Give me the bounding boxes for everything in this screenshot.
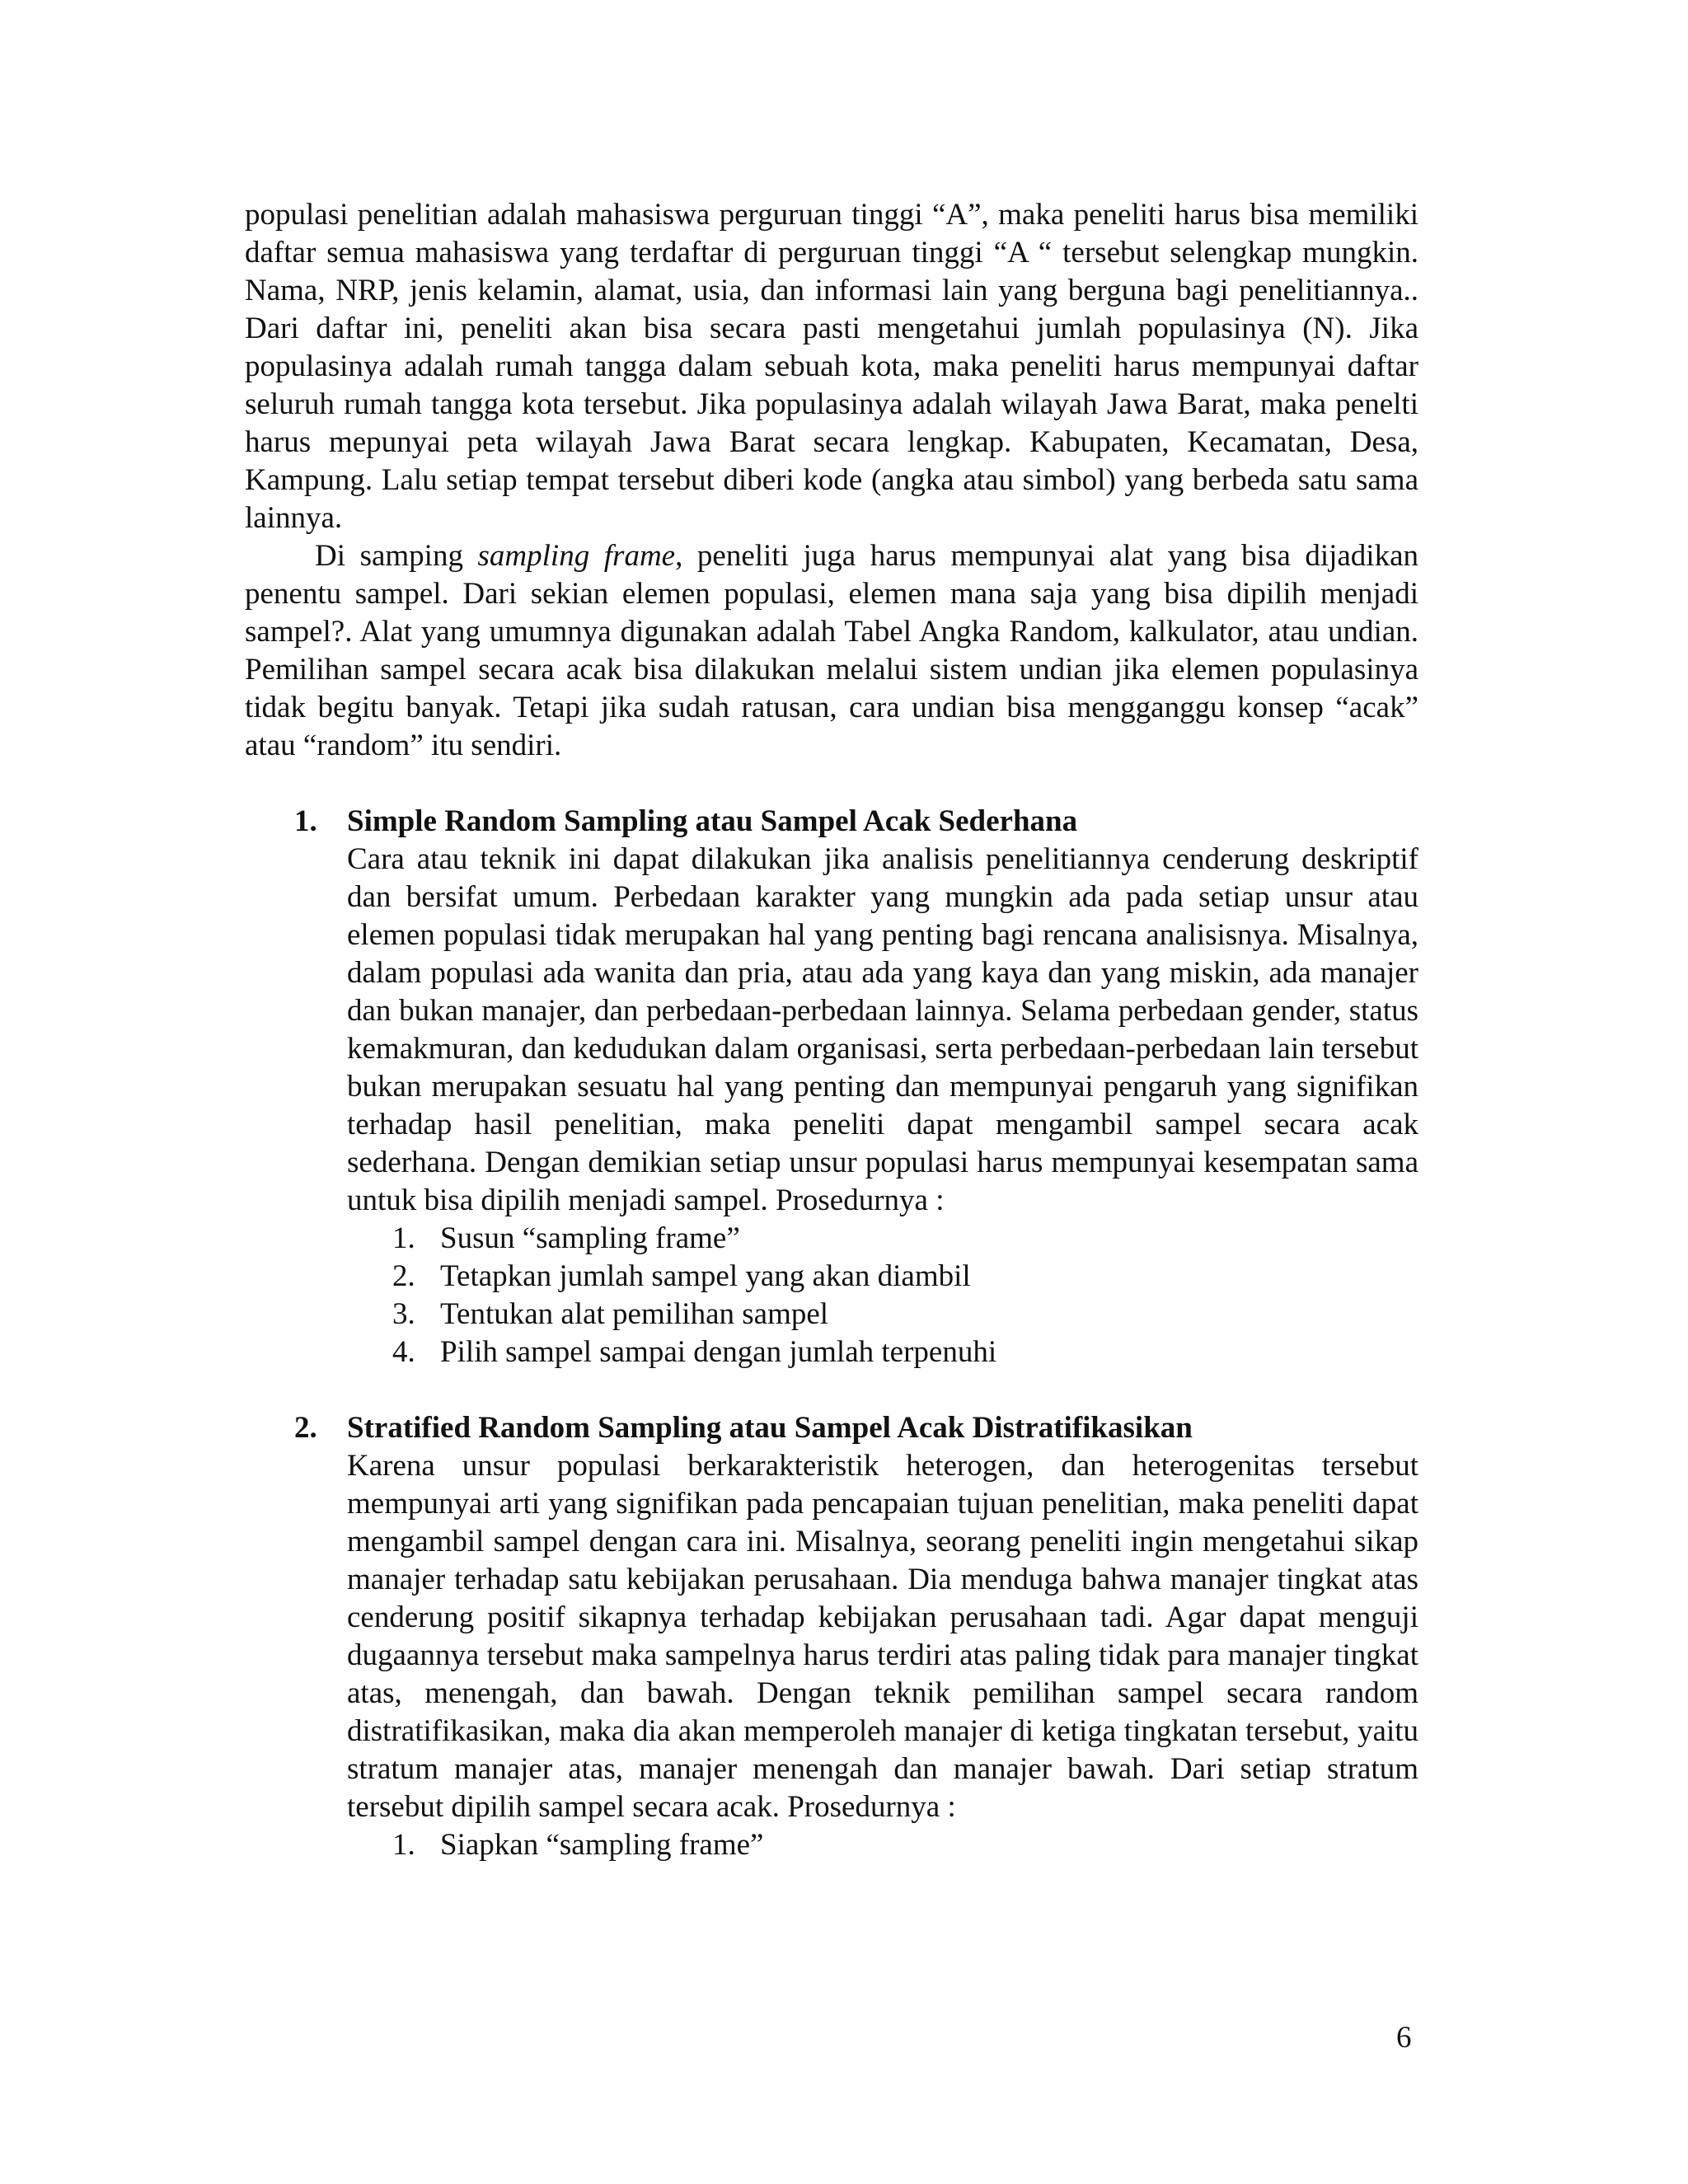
procedure-step	[347, 1296, 1418, 1333]
section-body: Karena unsur populasi berkarakteristik heterogen, dan heterogenitas tersebut mempunyai arti yang signifikan pada pencapaian tujuan penelitian, maka peneliti dapat mengambil sampel dengan cara ini. Misalnya, seorang peneliti ingin mengetahui sikap manajer terhadap satu kebijakan perusahaan. Dia menduga bahwa manajer tingkat atas cenderung positif sikapnya terhadap kebijakan perusahaan tadi. Agar dapat menguji dugaannya tersebut maka sampelnya harus terdiri atas paling tidak para manajer tingkat atas, menengah, dan bawah. Dengan teknik pemilihan sampel secara random distratifikasikan, maka dia akan memperoleh manajer di ketiga tingkatan tersebut, yaitu stratum manajer atas, manajer menengah dan manajer bawah. Dari setiap stratum tersebut dipilih sampel secara acak. Prosedurnya :	[347, 1449, 1418, 1824]
step-number: 3.	[392, 1297, 415, 1331]
procedure-step	[347, 1826, 1418, 1864]
section-stratified-random-sampling	[245, 1409, 1418, 1864]
step-text: Susun “sampling frame”	[440, 1221, 740, 1255]
step-number: 1.	[392, 1221, 415, 1255]
procedure-step	[347, 1220, 1418, 1258]
section-simple-random-sampling	[245, 803, 1418, 1371]
step-text: Tentukan alat pemilihan sampel	[440, 1297, 829, 1331]
intro-paragraph-1: populasi penelitian adalah mahasiswa perguruan tinggi “A”, maka peneliti harus bisa memiliki daftar semua mahasiswa yang terdaftar di perguruan tinggi “A “ tersebut selengkap mungkin. Nama, NRP, jenis kelamin, alamat, usia, dan informasi lain yang berguna bagi penelitiannya.. Dari daftar ini, peneliti akan bisa secara pasti mengetahui jumlah populasinya (N). Jika populasinya adalah rumah tangga dalam sebuah kota, maka peneliti harus mempunyai daftar seluruh rumah tangga kota tersebut. Jika populasinya adalah wilayah Jawa Barat, maka penelti harus mepunyai peta wilayah Jawa Barat secara lengkap. Kabupaten, Kecamatan, Desa, Kampung. Lalu setiap tempat tersebut diberi kode (angka atau simbol) yang berbeda satu sama lainnya.	[245, 198, 1418, 535]
procedure-steps	[347, 1220, 1418, 1371]
section-body: Cara atau teknik ini dapat dilakukan jika analisis penelitiannya cenderung deskriptif dan bersifat umum. Perbedaan karakter yang mungkin ada pada setiap unsur atau elemen populasi tidak merupakan hal yang penting bagi rencana analisisnya. Misalnya, dalam populasi ada wanita dan pria, atau ada yang kaya dan yang miskin, ada manajer dan bukan manajer, dan perbedaan-perbedaan lainnya. Selama perbedaan gender, status kemakmuran, dan kedudukan dalam organisasi, serta perbedaan-perbedaan lain tersebut bukan merupakan sesuatu hal yang penting dan mempunyai pengaruh yang signifikan terhadap hasil penelitian, maka peneliti dapat mengambil sampel secara acak sederhana. Dengan demikian setiap unsur populasi harus mempunyai kesempatan sama untuk bisa dipilih menjadi sampel. Prosedurnya :	[347, 842, 1418, 1217]
step-text: Tetapkan jumlah sampel yang akan diambil	[440, 1259, 971, 1293]
step-text: Siapkan “sampling frame”	[440, 1828, 764, 1862]
procedure-step	[347, 1333, 1418, 1371]
page-number: 6	[1396, 2021, 1412, 2055]
step-number: 4.	[392, 1335, 415, 1369]
page-content	[245, 196, 1418, 1864]
intro-paragraph-2	[245, 537, 1418, 765]
procedure-step	[347, 1258, 1418, 1296]
section-number: 1.	[294, 804, 317, 838]
sampling-methods-list	[245, 803, 1418, 1864]
section-number: 2.	[294, 1411, 317, 1445]
procedure-steps	[347, 1826, 1418, 1864]
intro-paragraph-2-start: Di samping	[315, 539, 478, 573]
step-text: Pilih sampel sampai dengan jumlah terpenuhi	[440, 1335, 997, 1369]
section-heading: Simple Random Sampling atau Sampel Acak Sederhana	[347, 804, 1078, 838]
sampling-frame-term: sampling frame	[477, 539, 676, 573]
section-heading: Stratified Random Sampling atau Sampel Acak Distratifikasikan	[347, 1411, 1193, 1445]
step-number: 1.	[392, 1828, 415, 1862]
intro-paragraph-2-rest: , peneliti juga harus mempunyai alat yang bisa dijadikan penentu sampel. Dari sekian elemen populasi, elemen mana saja yang bisa dipilih menjadi sampel?. Alat yang umumnya digunakan adalah Tabel Angka Random, kalkulator, atau undian. Pemilihan sampel secara acak bisa dilakukan melalui sistem undian jika elemen populasinya tidak begitu banyak. Tetapi jika sudah ratusan, cara undian bisa mengganggu konsep “acak” atau “random” itu sendiri.	[245, 539, 1419, 762]
step-number: 2.	[392, 1259, 415, 1293]
